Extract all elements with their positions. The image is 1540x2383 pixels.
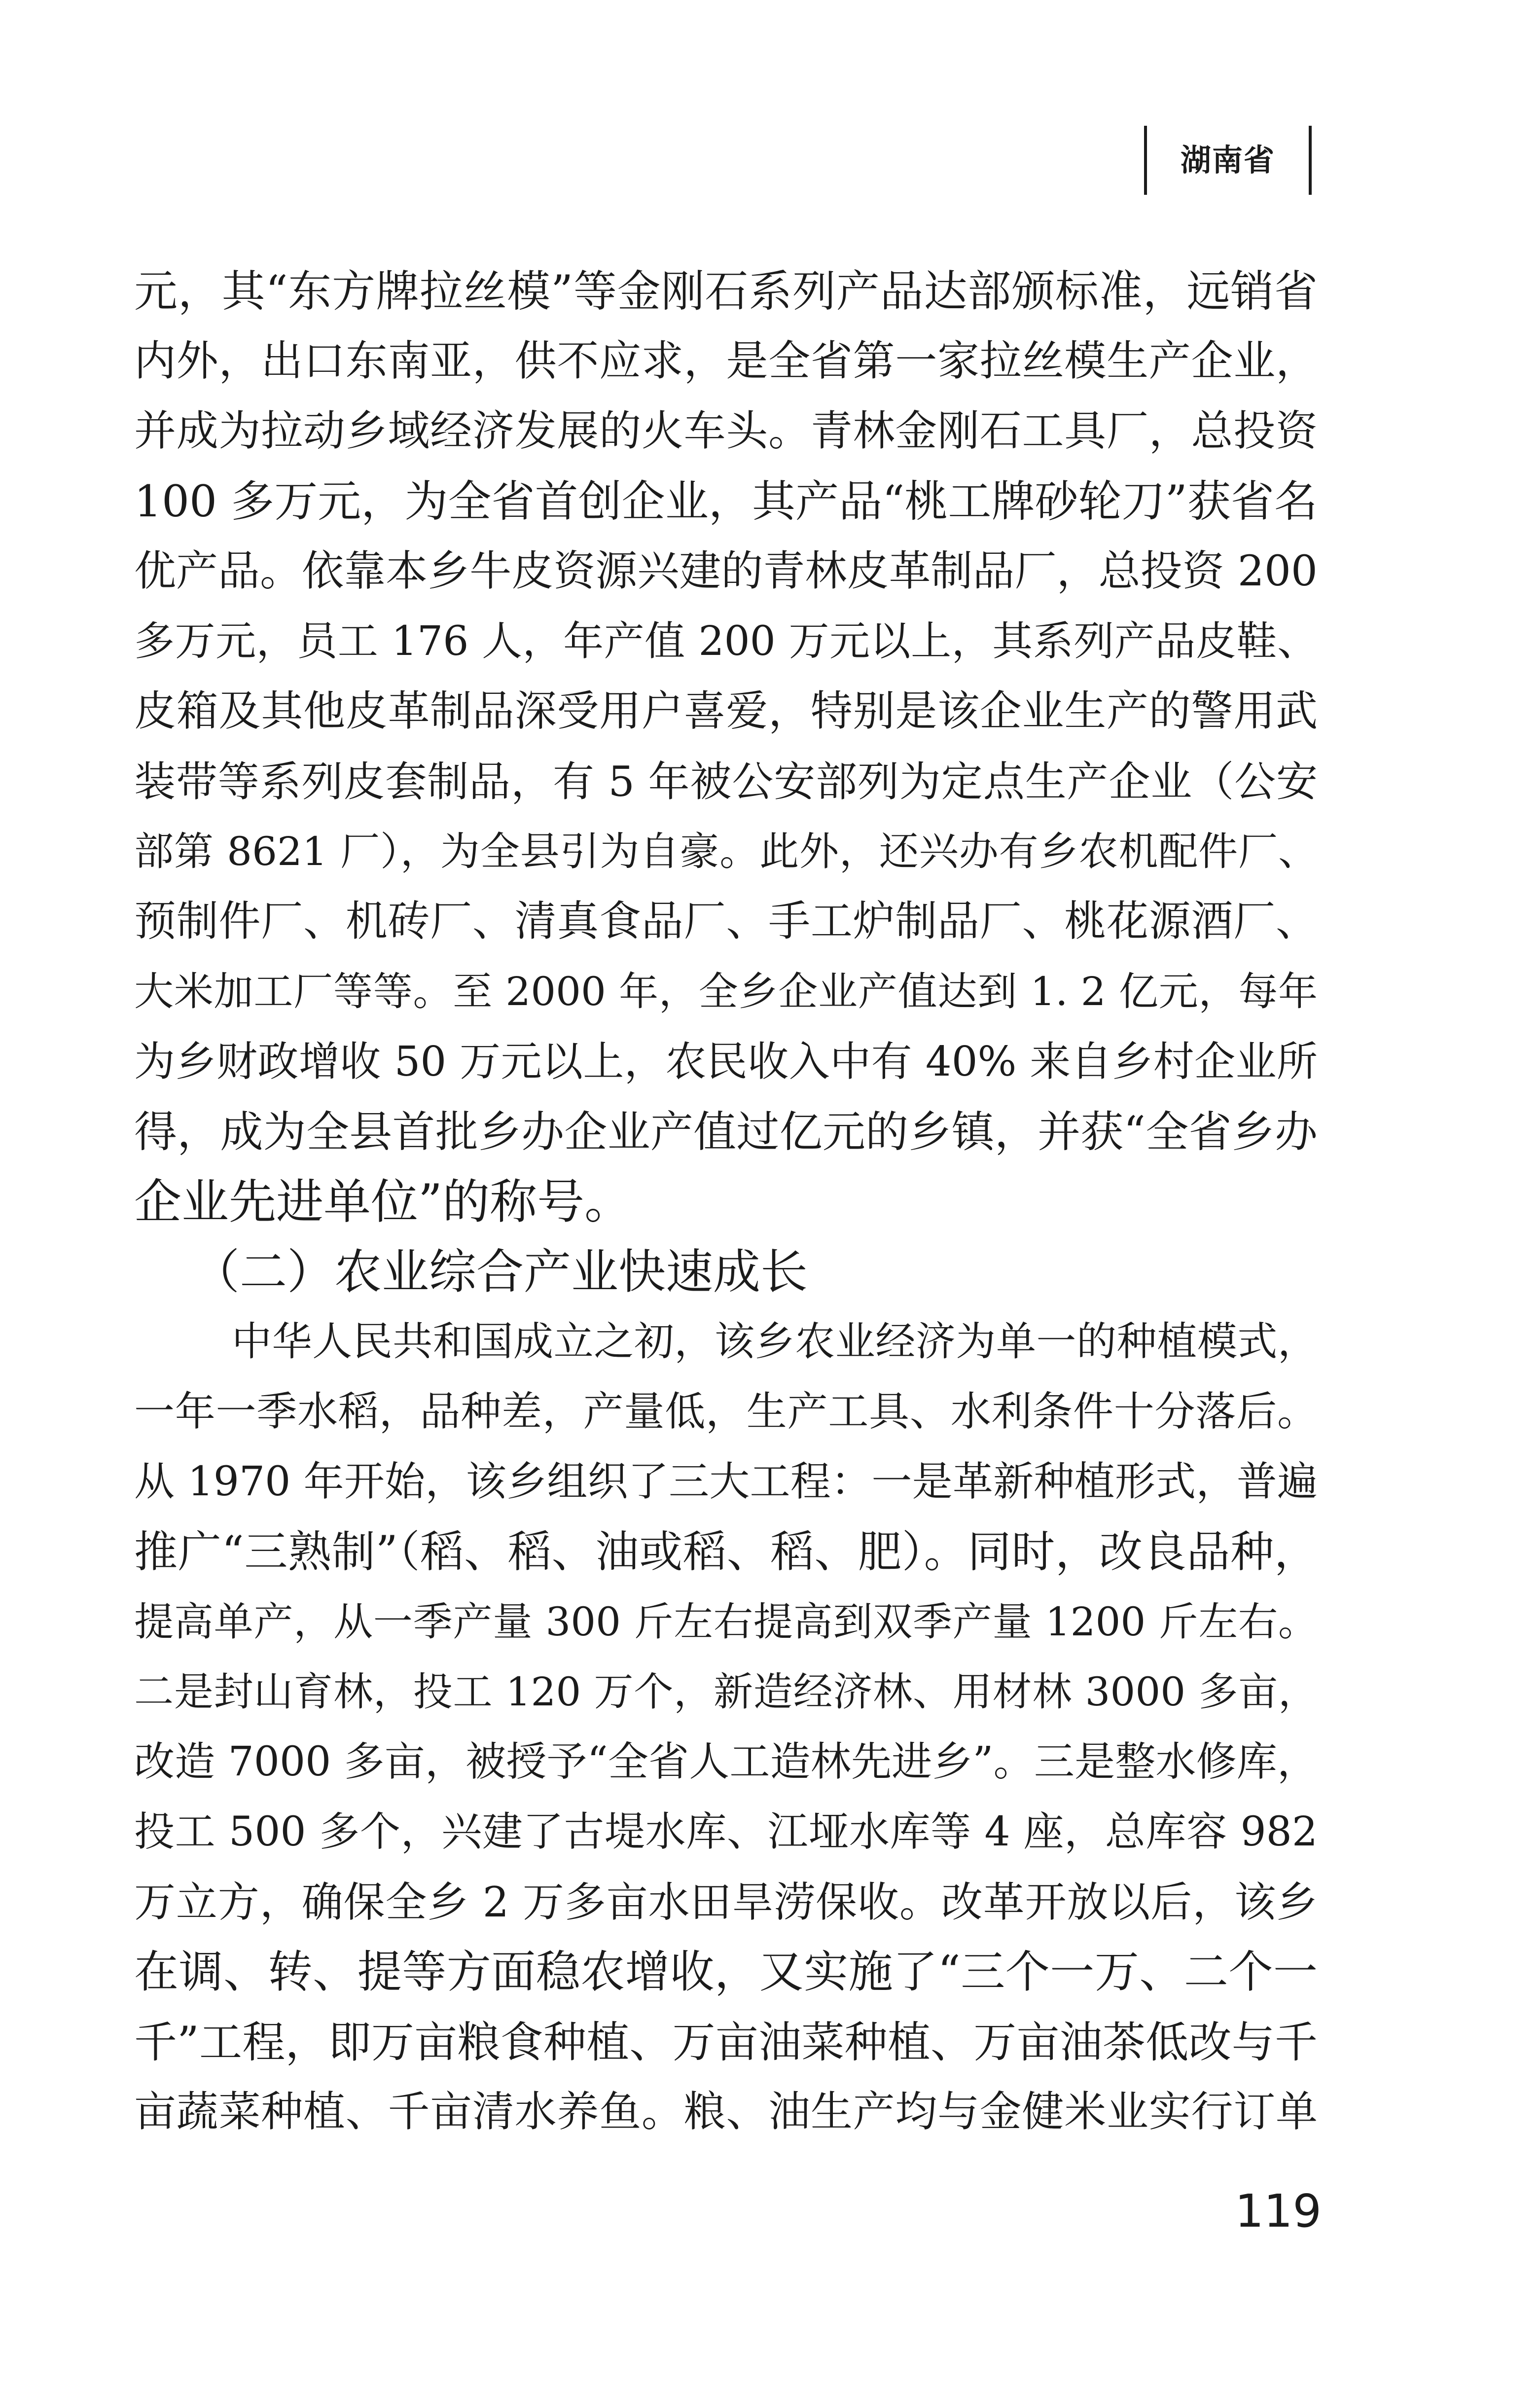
text-line: 亩蔬菜种植、千亩清水养鱼。粮、油生产均与金健米业实行订单 <box>134 2088 1318 2136</box>
text-line: 为乡财政增收 50 万元以上，农民收入中有 40% 来自乡村企业所 <box>134 1038 1318 1085</box>
text-line: 在调、转、提等方面稳农增收，又实施了“三个一万、二个一 <box>134 1946 1318 1998</box>
text-line: 千”工程，即万亩粮食种植、万亩油菜种植、万亩油茶低改与千 <box>134 2017 1318 2067</box>
text-line: 部第 8621 厂），为全县引为自豪。此外，还兴办有乡农机配件厂、 <box>134 829 1318 874</box>
header-title: 湖南省 <box>1180 142 1275 178</box>
text-line: 提高单产，从一季产量 300 斤左右提高到双季产量 1200 斤左右。 <box>134 1599 1318 1645</box>
text-line: 元，其“东方牌拉丝模”等金刚石系列产品达部颁标准，远销省 <box>134 266 1318 317</box>
text-line: 皮箱及其他皮革制品深受用户喜爱，特别是该企业生产的警用武 <box>134 687 1318 736</box>
text-line: 预制件厂、机砖厂、清真食品厂、手工炉制品厂、桃花源酒厂、 <box>134 897 1318 946</box>
text-line: 多万元，员工 176 人，年产值 200 万元以上，其系列产品皮鞋、 <box>134 618 1318 665</box>
text-line: 投工 500 多个，兴建了古堤水库、江垭水库等 4 座，总库容 982 <box>134 1808 1318 1855</box>
running-header <box>1144 126 1312 195</box>
text-line: 推广“三熟制”（稻、稻、油或稻、稻、肥）。同时，改良品种， <box>134 1526 1318 1577</box>
header-right-rule <box>1309 126 1312 195</box>
text-line: 并成为拉动乡域经济发展的火车头。青林金刚石工具厂，总投资 <box>134 407 1318 456</box>
text-line: 从 1970 年开始，该乡组织了三大工程：一是革新种植形式，普遍 <box>134 1458 1318 1505</box>
text-line: 二是封山育林，投工 120 万个，新造经济林、用材林 3000 多亩， <box>134 1669 1318 1715</box>
text-line: 大米加工厂等等。至 2000 年，全乡企业产值达到 1. 2 亿元，每年 <box>134 969 1318 1014</box>
text-line: 100 多万元，为全省首创企业，其产品“桃工牌砂轮刀”获省名 <box>134 476 1318 527</box>
page-number: 119 <box>1235 2185 1322 2238</box>
text-line: 改造 7000 多亩，被授予“全省人工造林先进乡”。三是整水修库， <box>134 1738 1318 1785</box>
text-line: 内外，出口东南亚，供不应求，是全省第一家拉丝模生产企业， <box>134 337 1318 386</box>
text-line: 优产品。依靠本乡牛皮资源兴建的青林皮革制品厂，总投资 200 <box>134 547 1318 596</box>
text-line: 企业先进单位”的称号。 <box>134 1174 632 1229</box>
text-line: 一年一季水稻，品种差，产量低，生产工具、水利条件十分落后。 <box>134 1388 1318 1435</box>
text-line: 中华人民共和国成立之初，该乡农业经济为单一的种植模式， <box>232 1319 1318 1365</box>
text-line: 得，成为全县首批乡办企业产值过亿元的乡镇，并获“全省乡办 <box>134 1107 1318 1157</box>
text-line: 装带等系列皮套制品，有 5 年被公安部列为定点生产企业（公安 <box>134 758 1318 806</box>
section-heading: （二）农业综合产业快速成长 <box>192 1244 808 1300</box>
text-line: 万立方，确保全乡 2 万多亩水田旱涝保收。改革开放以后，该乡 <box>134 1878 1318 1926</box>
body-text <box>134 256 1318 2147</box>
